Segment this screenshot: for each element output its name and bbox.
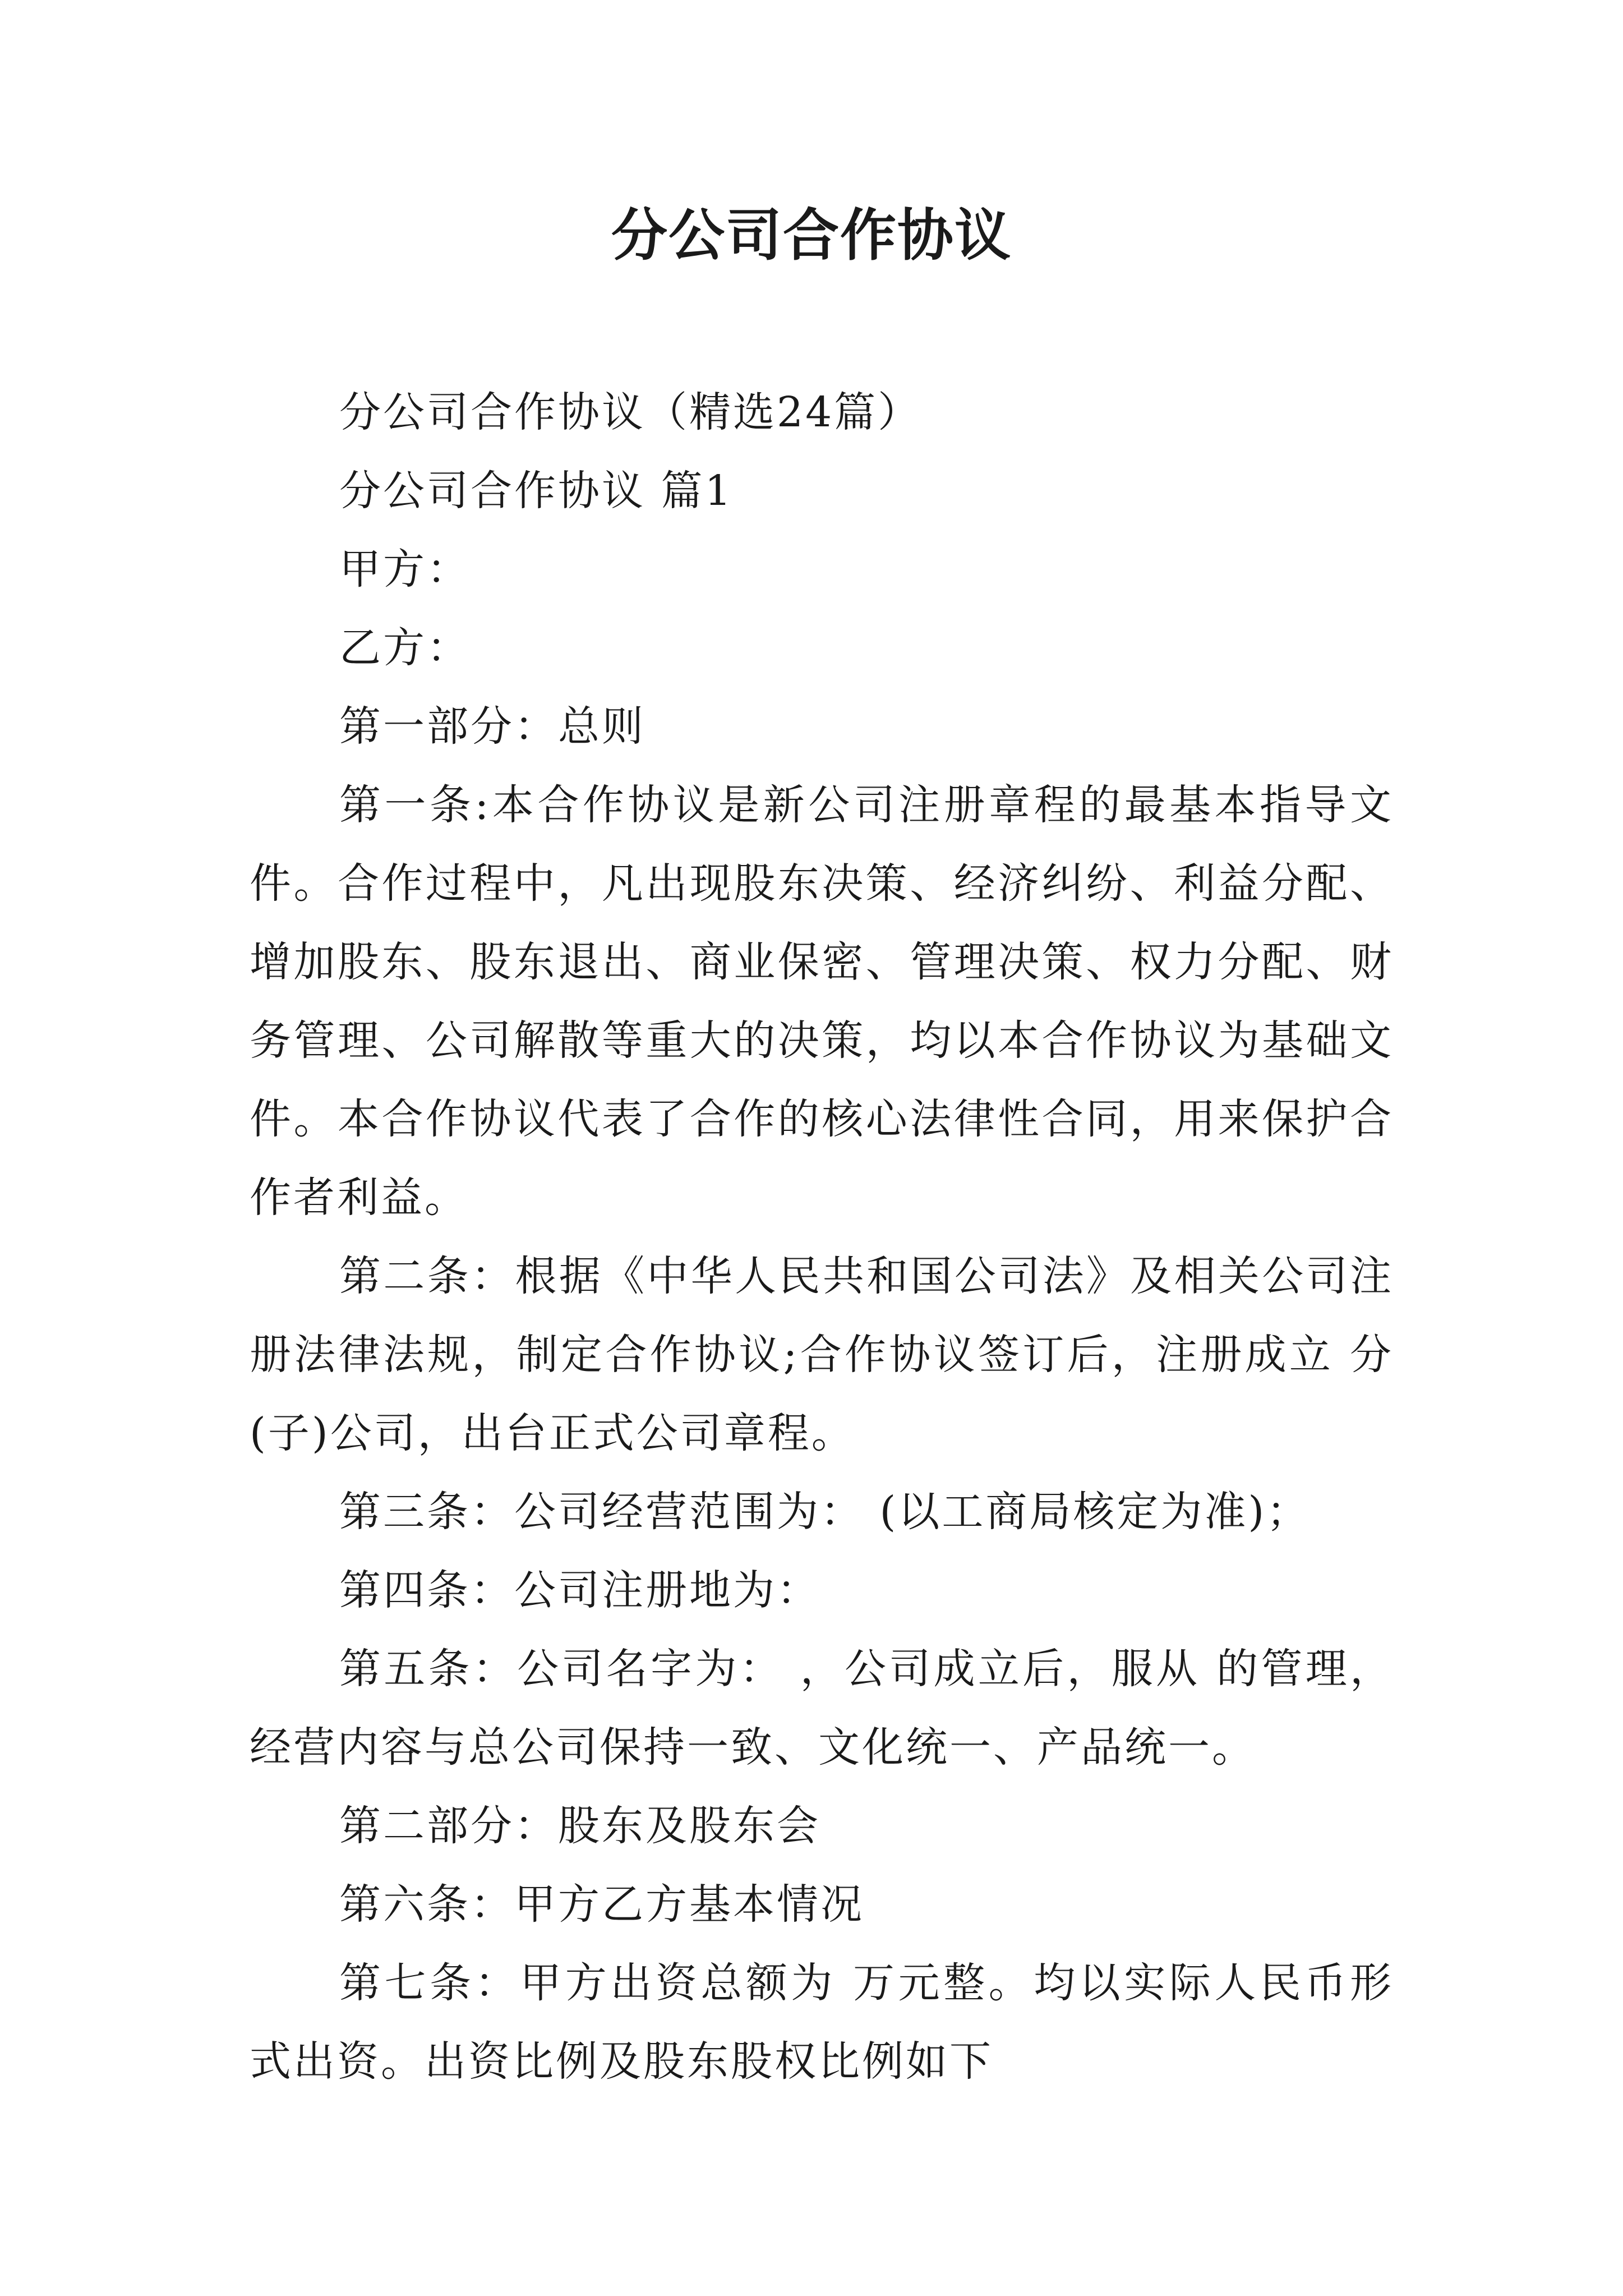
article-paragraph: 第七条：甲方出资总额为 万元整。均以实际人民币形式出资。出资比例及股东股权比例如下 [250,1959,1394,2086]
document-title: 分公司合作协议 [611,203,1012,268]
party-b-line: 乙方： [339,624,471,672]
article-paragraph: 第四条：公司注册地为： [339,1566,820,1614]
article-paragraph: 第二条：根据《中华人民共和国公司法》及相关公司注册法律法规，制定合作协议;合作协议签订后，注册成立 分(子)公司，出台正式公司章程。 [250,1252,1394,1457]
subtitle-line: 分公司合作协议（精选24篇） [339,388,922,436]
article-paragraph: 第六条：甲方乙方基本情况 [339,1880,864,1929]
section-heading: 分公司合作协议 篇1 [339,467,734,515]
part-heading: 第一部分：总则 [339,702,645,751]
party-a-line: 甲方： [339,545,471,593]
document-body [250,373,1394,2101]
article-paragraph: 第三条：公司经营范围为： (以工商局核定为准)； [339,1488,1311,1536]
article-paragraph: 第一条:本合作协议是新公司注册章程的最基本指导文件。合作过程中，凡出现股东决策、经济纠纷、利益分配、增加股东、股东退出、商业保密、管理决策、权力分配、财务管理、公司解散等重大的决策，均以本合作协议为基础文件。本合作协议代表了合作的核心法律性合同，用来保护合作者利益。 [250,781,1394,1222]
part-heading: 第二部分：股东及股东会 [339,1802,820,1850]
article-paragraph: 第五条：公司名字为： ，公司成立后，服从 的管理，经营内容与总公司保持一致、文化统一、产品统一。 [250,1645,1394,1772]
